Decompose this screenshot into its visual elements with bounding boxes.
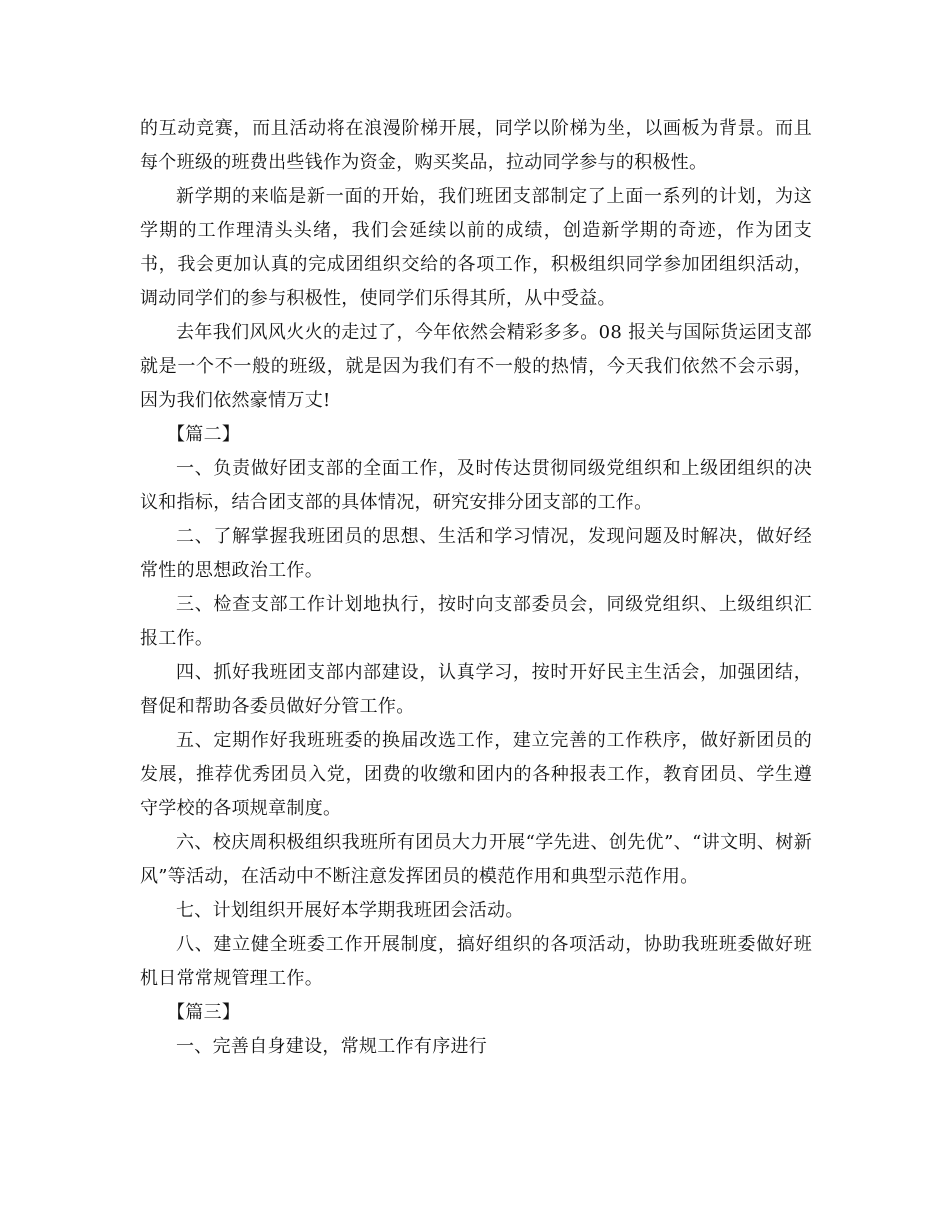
list-item-2: 二、了解掌握我班团员的思想、生活和学习情况，发现问题及时解决，做好经常性的思想政治工作。 (140, 526, 812, 581)
list-item-7: 七、计划组织开展好本学期我班团会活动。 (176, 900, 524, 921)
section-heading-part-two: 【篇二】 (167, 424, 241, 445)
list-item-6: 六、校庆周积极组织我班所有团员大力开展“学先进、创先优”、“讲文明、树新风”等活动，在活动中不断注意发挥团员的模范作用和典型示范作用。 (140, 832, 812, 887)
section-heading-part-three: 【篇三】 (167, 1002, 241, 1023)
list-item-8: 八、建立健全班委工作开展制度，搞好组织的各项活动，协助我班班委做好班机日常常规管理工作。 (140, 934, 812, 989)
list-item-5: 五、定期作好我班班委的换届改选工作，建立完善的工作秩序，做好新团员的发展，推荐优秀团员入党，团费的收缴和团内的各种报表工作，教育团员、学生遵守学校的各项规章制度。 (140, 730, 812, 819)
list-item-part-three-1: 一、完善自身建设，常规工作有序进行 (176, 1036, 488, 1057)
list-item-1: 一、负责做好团支部的全面工作，及时传达贯彻同级党组织和上级团组织的决议和指标，结合团支部的具体情况，研究安排分团支部的工作。 (140, 458, 812, 513)
list-item-4: 四、抓好我班团支部内部建设，认真学习，按时开好民主生活会，加强团结，督促和帮助各委员做好分管工作。 (140, 662, 812, 717)
paragraph-last-year: 去年我们风风火火的走过了，今年依然会精彩多多。08 报关与国际货运团支部就是一个不一般的班级，就是因为我们有不一般的热情，今天我们依然不会示弱，因为我们依然豪情万丈! (140, 322, 812, 411)
document-body (140, 112, 812, 1064)
paragraph-continued: 的互动竞赛，而且活动将在浪漫阶梯开展，同学以阶梯为坐，以画板为背景。而且每个班级的班费出些钱作为资金，购买奖品，拉动同学参与的积极性。 (140, 118, 812, 173)
paragraph-new-semester: 新学期的来临是新一面的开始，我们班团支部制定了上面一系列的计划，为这学期的工作理清头头绪，我们会延续以前的成绩，创造新学期的奇迹，作为团支书，我会更加认真的完成团组织交给的各项工作，积极组织同学参加团组织活动，调动同学们的参与积极性，使同学们乐得其所，从中受益。 (140, 186, 812, 309)
list-item-3: 三、检查支部工作计划地执行，按时向支部委员会，同级党组织、上级组织汇报工作。 (140, 594, 812, 649)
